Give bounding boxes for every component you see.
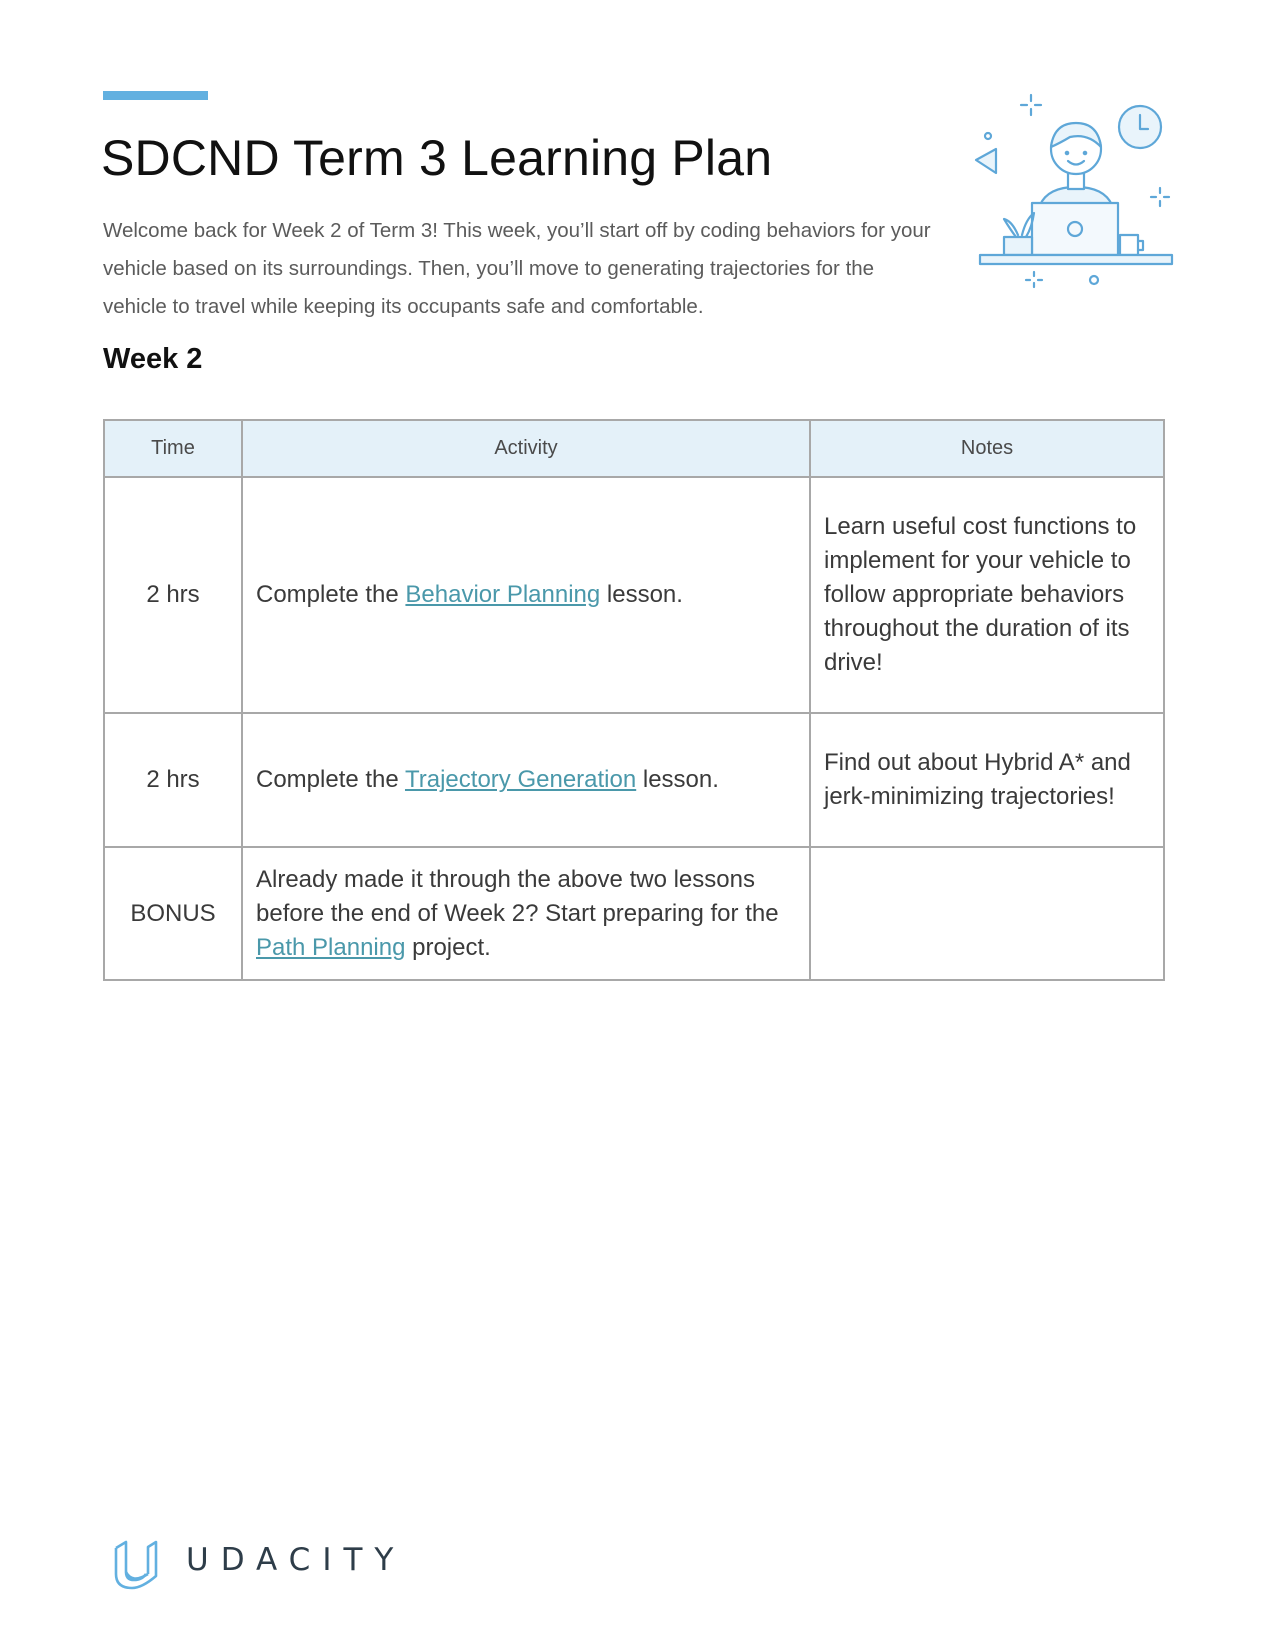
laptop-icon — [1032, 203, 1118, 255]
column-header-time: Time — [104, 420, 242, 477]
dot-icon — [985, 133, 991, 139]
time-cell: 2 hrs — [104, 713, 242, 847]
plant-icon — [1004, 213, 1034, 255]
accent-bar — [103, 91, 208, 100]
learning-plan-table — [103, 419, 1165, 981]
triangle-icon — [976, 149, 996, 173]
dot-icon — [1090, 276, 1098, 284]
table-row — [104, 477, 1164, 713]
udacity-u-logo-icon — [112, 1538, 164, 1590]
notes-cell: Find out about Hybrid A* and jerk-minimizing trajectories! — [810, 713, 1164, 847]
activity-cell — [242, 713, 810, 847]
activity-text: lesson. — [600, 581, 683, 608]
table-row — [104, 713, 1164, 847]
clock-icon — [1119, 106, 1161, 148]
desk-icon — [980, 255, 1172, 264]
behavior-planning-link[interactable]: Behavior Planning — [405, 581, 601, 608]
trajectory-generation-link[interactable]: Trajectory Generation — [404, 766, 637, 793]
logo-text: UDACITY — [186, 1542, 406, 1578]
activity-cell — [242, 477, 810, 713]
section-heading: Week 2 — [103, 343, 203, 375]
person-at-laptop-icon — [970, 85, 1175, 295]
page-title: SDCND Term 3 Learning Plan — [101, 130, 773, 186]
table-header-row — [104, 420, 1164, 477]
intro-paragraph: Welcome back for Week 2 of Term 3! This week, you’ll start off by coding behaviors for your vehicle based on its surroundings. Then, you’ll move to generating trajectories for the vehicle to travel while keeping its occupants safe and comfortable. — [103, 219, 931, 318]
sparkle-icon — [1026, 272, 1042, 287]
mug-icon — [1120, 235, 1143, 255]
activity-cell — [242, 847, 810, 980]
sparkle-icon — [1151, 188, 1169, 206]
time-cell: 2 hrs — [104, 477, 242, 713]
activity-text: Already made it through the above two lessons before the end of Week 2? Start preparing for the — [256, 865, 779, 927]
activity-text: Complete the — [256, 766, 405, 793]
udacity-logo — [112, 1538, 406, 1590]
column-header-activity: Activity — [242, 420, 810, 477]
table-row — [104, 847, 1164, 980]
activity-text: Complete the — [256, 581, 406, 608]
time-cell: BONUS — [104, 847, 242, 980]
notes-cell: Learn useful cost functions to implement for your vehicle to follow appropriate behaviors throughout the duration of its drive! — [810, 477, 1164, 713]
activity-text: project. — [405, 933, 491, 961]
path-planning-link[interactable]: Path Planning — [256, 933, 406, 961]
notes-cell — [810, 847, 1164, 980]
person-icon — [1040, 123, 1112, 205]
column-header-notes: Notes — [810, 420, 1164, 477]
sparkle-icon — [1021, 95, 1041, 115]
activity-text: lesson. — [636, 766, 719, 793]
